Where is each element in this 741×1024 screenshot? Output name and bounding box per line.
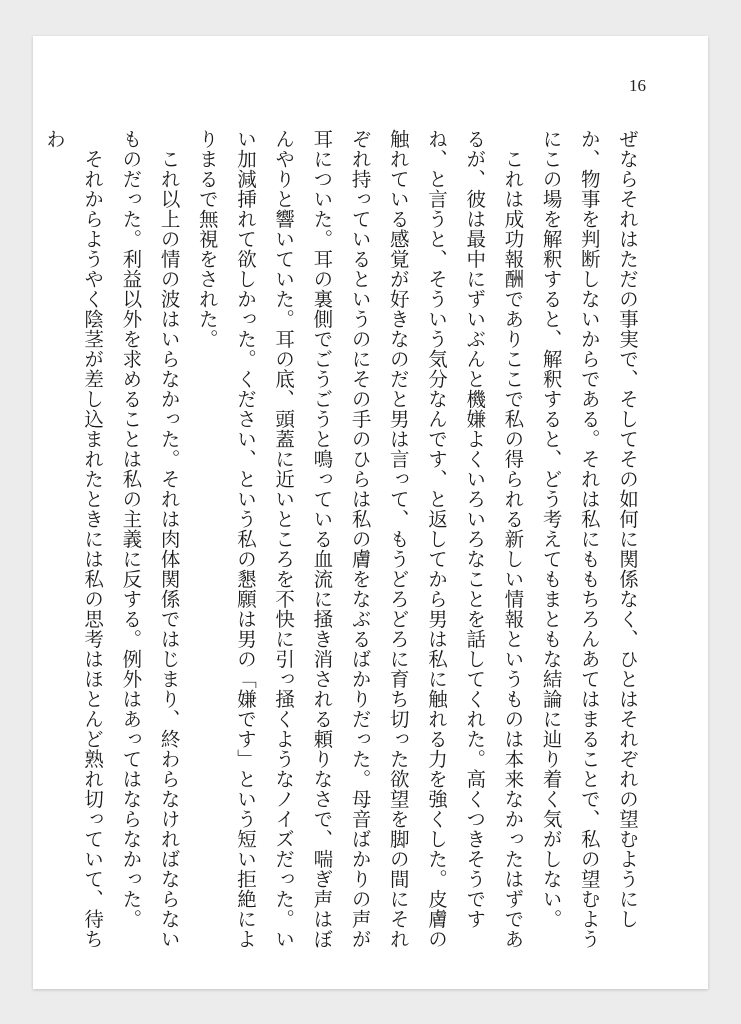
paragraph: これは成功報酬でありここで私の得られる新しい情報というものは本来なかったはずであるが、彼は最中にずいぶんと機嫌よくいろいろなことを話してくれた。高くつきそうですね、と言うと、そういう気分なんです、と返してから男は私に触れる力を強くした。皮膚の触れている感覚が好きなのだと男は言って、もうどろどろに育ち切った欲望を脚の間にそれぞれ持っているというのにその手のひらは私の膚をなぶるばかりだった。母音ばかりの声が耳についた。耳の裏側でごうごうと鳴っている血流に掻き消される頼りなさで、喘ぎ声はぼんやりと響いていた。耳の底、頭蓋に近いところを不快に引っ掻くようなノイズだった。いい加減挿れて欲しかった。ください、という私の懇願は男の「嫌です」という短い拒絶によりまるで無視をされた。 <box>195 129 525 949</box>
book-page <box>33 36 708 989</box>
paragraph: それからようやく陰茎が差し込まれたときには私の思考はほとんど熟れ切っていて、待ちわ <box>42 129 105 949</box>
paragraph: これ以上の情の波はいらなかった。それは肉体関係ではじまり、終わらなければならないものだった。利益以外を求めることは私の主義に反する。例外はあってはならなかった。 <box>119 129 181 949</box>
page-number: 16 <box>629 76 646 95</box>
paragraph: ぜならそれはただの事実で、そしてその如何に関係なく、ひとはそれぞれの望むようにしか、物事を判断しないからである。それは私にももちろんあてはまることで、私の望むようにこの場を解釈すると、解釈すると、どう考えてもまともな結論に辿り着く気がしない。 <box>539 129 639 949</box>
vertical-body-text <box>42 129 646 949</box>
